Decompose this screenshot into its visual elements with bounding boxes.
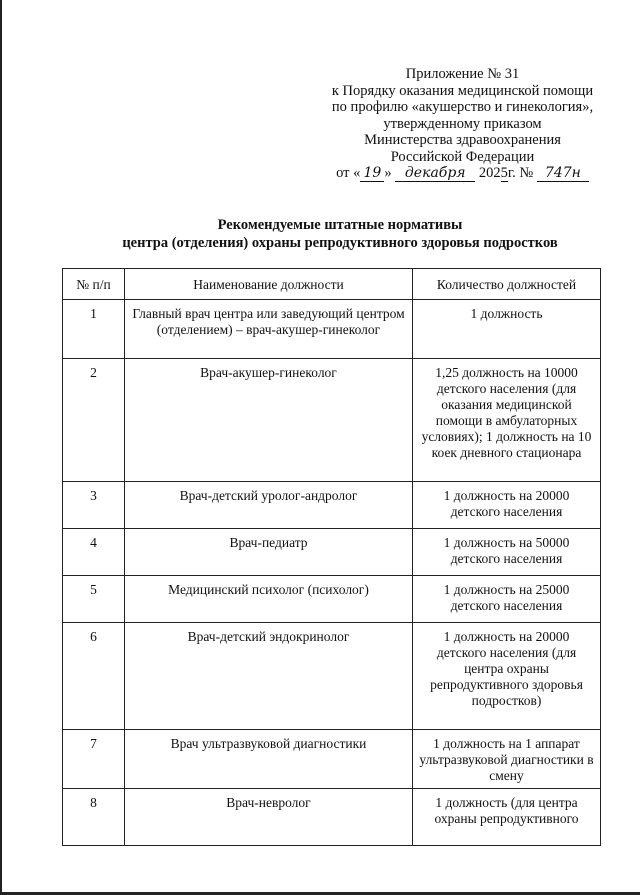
order-quote-close: » bbox=[384, 165, 392, 181]
row-number: 2 bbox=[63, 359, 125, 482]
row-quantity: 1 должность на 1 аппарат ультразвуковой диагностики в смену bbox=[413, 730, 601, 789]
appendix-header bbox=[320, 66, 605, 182]
table-row bbox=[63, 482, 601, 529]
row-quantity: 1 должность (для центра охраны репродуктивного bbox=[413, 789, 601, 846]
header-position: Наименование должности bbox=[125, 269, 413, 300]
order-date-line bbox=[320, 165, 605, 182]
row-quantity: 1 должность на 50000 детского населения bbox=[413, 529, 601, 576]
row-position: Главный врач центра или заведующий центром (отделением) – врач-акушер-гинеколог bbox=[125, 300, 413, 359]
table-header-row bbox=[63, 269, 601, 300]
appendix-line: к Порядку оказания медицинской помощи bbox=[331, 82, 594, 99]
row-position: Врач-детский уролог-андролог bbox=[125, 482, 413, 529]
row-number: 6 bbox=[63, 623, 125, 730]
row-number: 5 bbox=[63, 576, 125, 623]
row-position: Медицинский психолог (психолог) bbox=[125, 576, 413, 623]
appendix-line: Министерства здравоохранения bbox=[364, 132, 561, 148]
row-number: 1 bbox=[63, 300, 125, 359]
table-row bbox=[63, 789, 601, 846]
order-day: 19 bbox=[360, 166, 384, 182]
table-row bbox=[63, 529, 601, 576]
header-number: № п/п bbox=[63, 269, 125, 300]
row-number: 3 bbox=[63, 482, 125, 529]
row-position: Врач-невролог bbox=[125, 789, 413, 846]
table-row bbox=[63, 300, 601, 359]
order-number: 747н bbox=[537, 166, 589, 182]
row-quantity: 1 должность на 25000 детского населения bbox=[413, 576, 601, 623]
row-position: Врач-детский эндокринолог bbox=[125, 623, 413, 730]
row-position: Врач-педиатр bbox=[125, 529, 413, 576]
table-row bbox=[63, 730, 601, 789]
row-quantity: 1 должность bbox=[413, 300, 601, 359]
title-line-2: центра (отделения) охраны репродуктивного здоровья подростков bbox=[122, 234, 558, 251]
row-position: Врач-акушер-гинеколог bbox=[125, 359, 413, 482]
row-number: 7 bbox=[63, 730, 125, 789]
table-row bbox=[63, 623, 601, 730]
order-year-prefix: 202 bbox=[478, 165, 501, 181]
document-title bbox=[80, 217, 600, 252]
table-row bbox=[63, 359, 601, 482]
appendix-line: Российской Федерации bbox=[390, 148, 535, 165]
title-line-1: Рекомендуемые штатные нормативы bbox=[217, 217, 463, 233]
appendix-line: по профилю «акушерство и гинекология», bbox=[331, 99, 594, 115]
table-row bbox=[63, 576, 601, 623]
scan-border-left bbox=[0, 0, 2, 895]
row-number: 4 bbox=[63, 529, 125, 576]
appendix-number: Приложение № 31 bbox=[405, 66, 520, 82]
staffing-table bbox=[62, 268, 601, 846]
row-quantity: 1 должность на 20000 детского населения bbox=[413, 482, 601, 529]
order-year-suffix: г. № bbox=[507, 165, 534, 181]
row-quantity: 1,25 должность на 10000 детского населения (для оказания медицинской помощи в амбулаторных условиях); 1 должность на 10 коек дневного стационара bbox=[413, 359, 601, 482]
header-quantity: Количество должностей bbox=[413, 269, 601, 300]
row-position: Врач ультразвуковой диагностики bbox=[125, 730, 413, 789]
row-number: 8 bbox=[63, 789, 125, 846]
order-month: декабря bbox=[395, 166, 475, 182]
order-prefix: от « bbox=[336, 165, 361, 181]
appendix-line: утвержденному приказом bbox=[383, 115, 542, 132]
row-quantity: 1 должность на 20000 детского населения (для центра охраны репродуктивного здоровья подростков) bbox=[413, 623, 601, 730]
order-year-digit: 5 bbox=[500, 165, 508, 181]
